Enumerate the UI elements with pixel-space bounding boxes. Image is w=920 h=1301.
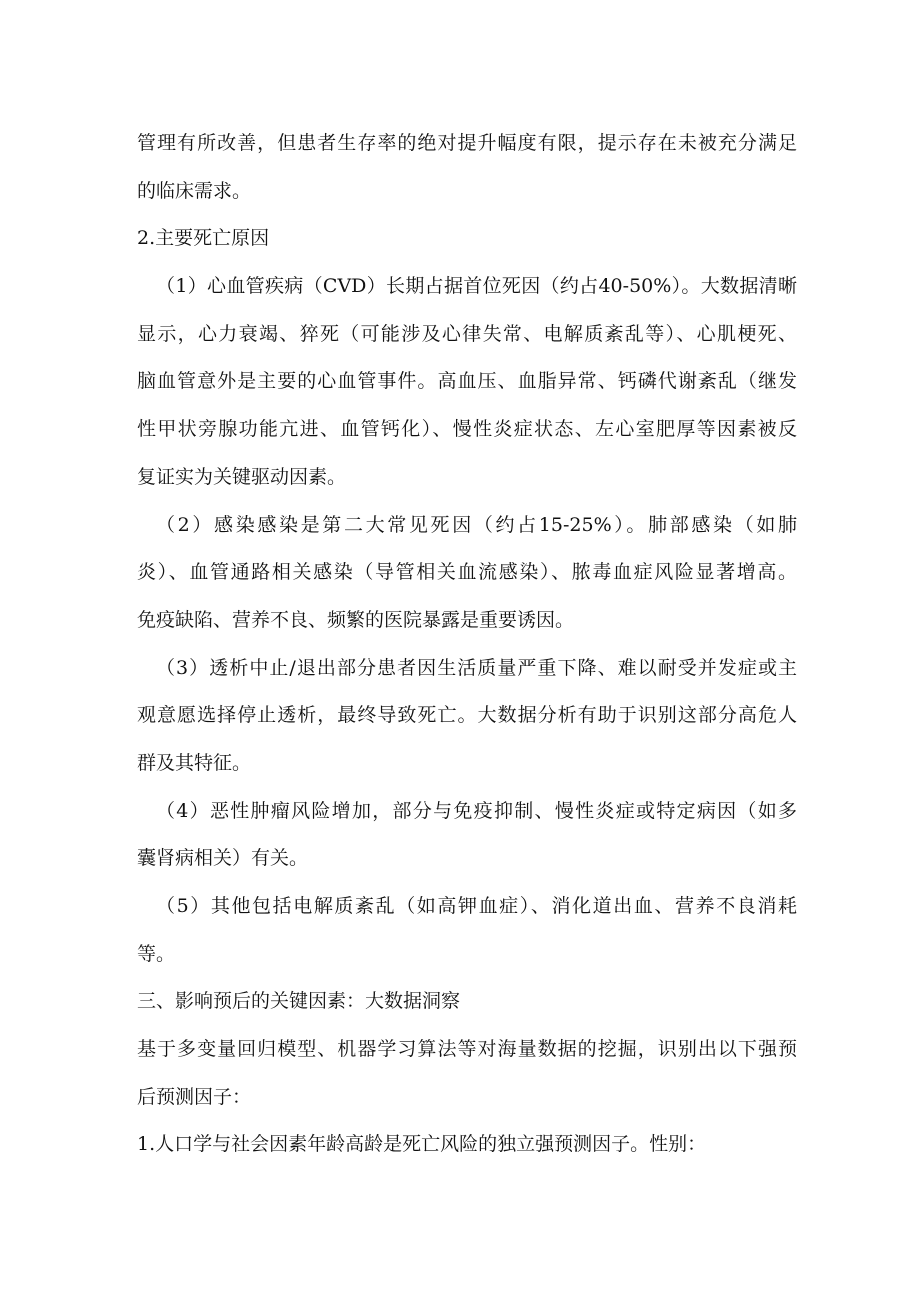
paragraph-line: 观意愿选择停止透析，最终导致死亡。大数据分析有助于识别这部分高危人 [137,704,797,727]
section-heading: 2.主要死亡原因 [137,227,270,250]
paragraph-line: 后预测因子： [137,1085,252,1108]
paragraph-line: （5）其他包括电解质紊乱（如高钾血症）、消化道出血、营养不良消耗 [156,895,797,917]
paragraph-line: 炎）、血管通路相关感染（导管相关血流感染）、脓毒血症风险显著增高。 [137,561,797,584]
paragraph-line: 脑血管意外是主要的心血管事件。高血压、血脂异常、钙磷代谢紊乱（继发 [137,370,797,393]
document-body [137,120,797,1169]
paragraph-line: （3）透析中止/退出部分患者因生活质量严重下降、难以耐受并发症或主 [156,656,797,679]
paragraph-line: 群及其特征。 [137,751,252,774]
paragraph-line: 的临床需求。 [137,179,252,202]
paragraph-line: 性甲状旁腺功能亢进、血管钙化）、慢性炎症状态、左心室肥厚等因素被反 [137,418,797,441]
paragraph-line: 基于多变量回归模型、机器学习算法等对海量数据的挖掘，识别出以下强预 [137,1038,797,1061]
paragraph-line: （4）恶性肿瘤风险增加，部分与免疫抑制、慢性炎症或特定病因（如多 [156,799,797,822]
paragraph-line: （2）感染感染是第二大常见死因（约占15-25%）。肺部感染（如肺 [156,513,797,536]
paragraph-line: 免疫缺陷、营养不良、频繁的医院暴露是重要诱因。 [137,608,575,631]
subsection-heading: 1.人口学与社会因素年龄高龄是死亡风险的独立强预测因子。性别： [137,1133,707,1156]
paragraph-line: 复证实为关键驱动因素。 [137,465,347,488]
paragraph-line: （1）心血管疾病（CVD）长期占据首位死因（约占40-50%）。大数据清晰 [156,275,797,298]
paragraph-line: 等。 [137,942,176,965]
section-heading: 三、影响预后的关键因素：大数据洞察 [137,990,461,1013]
paragraph-line: 囊肾病相关）有关。 [137,847,309,870]
paragraph-line: 显示，心力衰竭、猝死（可能涉及心律失常、电解质紊乱等）、心肌梗死、 [137,322,797,345]
paragraph-line: 管理有所改善，但患者生存率的绝对提升幅度有限，提示存在未被充分满足 [137,132,797,154]
